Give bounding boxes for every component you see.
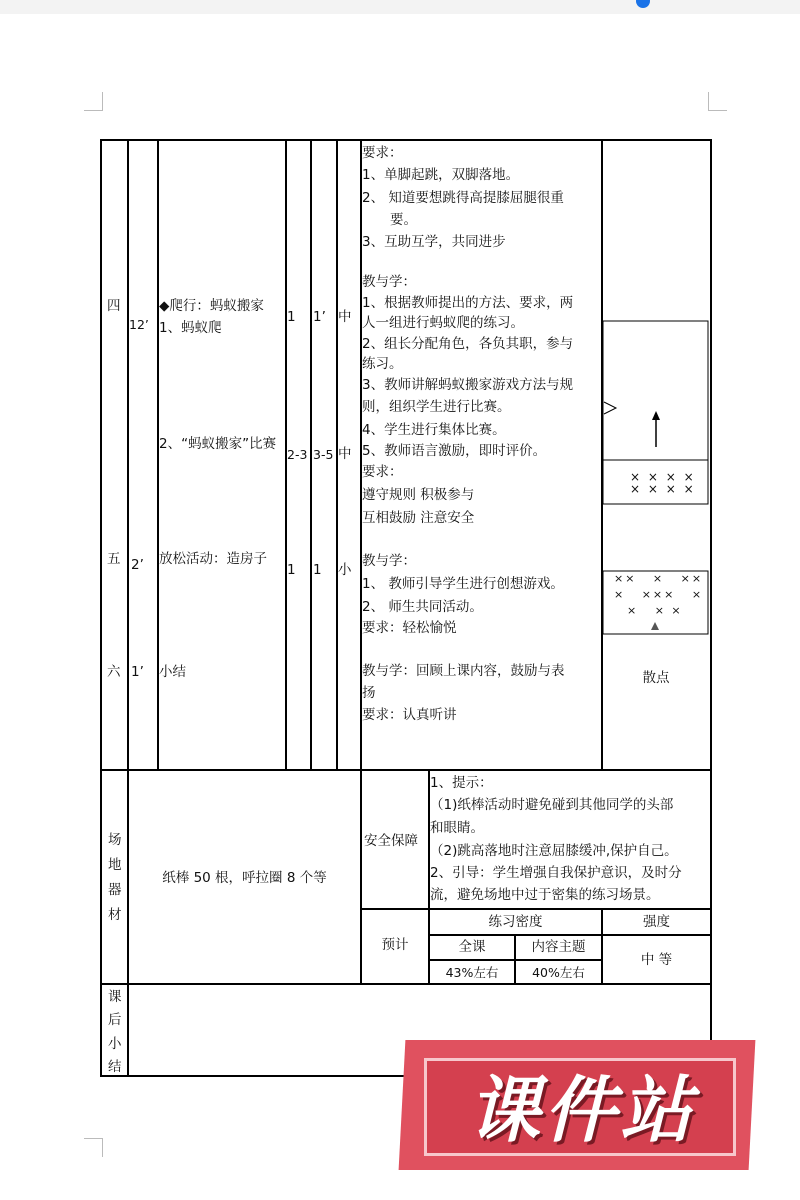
student-row-marks: × × × × (630, 470, 696, 484)
summary-label-char: 结 (108, 1059, 122, 1075)
count-cell: 1 (287, 309, 296, 325)
theme-header: 内容主题 (531, 939, 586, 955)
equipment-label-char: 场 (108, 832, 122, 848)
equipment-value: 纸棒 50 根，呼拉圈 8 个等 (162, 870, 327, 886)
equipment-label-char: 器 (108, 882, 122, 898)
density-header: 练习密度 (488, 914, 543, 930)
requirement-item: 要。 (390, 212, 417, 228)
watermark-logo (402, 1030, 752, 1170)
row-divider (100, 983, 712, 985)
col-divider (310, 139, 312, 770)
part-number: 六 (107, 664, 121, 680)
browser-top-strip (0, 0, 800, 14)
teaching-item: 1、 教师引导学生进行创想游戏。 (362, 576, 564, 592)
table-border-right (710, 139, 712, 1077)
requirement-item: 3、互助互学，共同进步 (362, 234, 506, 250)
teaching-item: 2、组长分配角色，各负其职，参与 (362, 336, 574, 352)
requirement-item: 2、 知道要想跳得高提膝屈腿很重 (362, 190, 564, 206)
col-divider (127, 769, 129, 1077)
crop-mark-bottom-left (84, 1138, 103, 1157)
teaching-item: 人一组进行蚂蚁爬的练习。 (362, 315, 524, 331)
table-border-left (100, 139, 102, 1077)
formation-label: 散点 (642, 670, 670, 686)
part-number: 四 (107, 298, 121, 314)
safety-line: （2)跳高落地时注意屈膝缓冲,保护自己。 (430, 843, 678, 859)
requirement-item: 要求：认真听讲 (362, 707, 457, 723)
estimate-label: 预计 (381, 937, 409, 953)
requirement-title: 要求： (362, 145, 403, 161)
col-divider (127, 139, 129, 770)
intensity-cell: 中 (338, 309, 352, 325)
whole-class-header: 全课 (458, 939, 486, 955)
summary-label-char: 后 (108, 1012, 122, 1028)
student-row-marks: × × × × (630, 482, 696, 496)
scatter-marks: × × × (627, 604, 683, 617)
summary-label-char: 小 (108, 1036, 122, 1052)
requirement-item: 1、单脚起跳，双脚落地。 (362, 167, 520, 183)
content-cell: 小结 (159, 664, 186, 680)
duration-cell: 1’ (313, 309, 326, 325)
requirement-title: 要求： (362, 464, 403, 480)
content-cell: ◆爬行：蚂蚁搬家 (159, 298, 264, 314)
time-cell: 12’ (129, 317, 149, 332)
content-cell: 1、蚂蚁爬 (159, 320, 222, 336)
safety-label: 安全保障 (364, 833, 418, 849)
teaching-item: 3、教师讲解蚂蚁搬家游戏方法与规 (362, 377, 574, 393)
whole-class-value: 43%左右 (445, 965, 499, 980)
scatter-marks: × ××× × (614, 588, 704, 601)
count-cell: 2-3 (287, 447, 308, 462)
safety-line: 和眼睛。 (430, 820, 484, 836)
scatter-marks: ×× × ×× (614, 572, 704, 585)
count-cell: 1 (287, 562, 296, 578)
summary-label-char: 课 (108, 989, 122, 1005)
intensity-cell: 小 (338, 562, 352, 578)
intensity-header: 强度 (643, 914, 670, 930)
arrow-head-icon (652, 411, 660, 420)
equipment-label-char: 材 (108, 907, 122, 923)
equipment-label-char: 地 (108, 857, 122, 873)
triangle-marker-icon (604, 402, 616, 414)
row-divider (360, 908, 712, 910)
teaching-item: 5、教师语言激励，即时评价。 (362, 443, 547, 459)
teaching-item: 则，组织学生进行比赛。 (362, 399, 511, 415)
table-border-top (100, 139, 712, 141)
teaching-item: 扬 (362, 685, 376, 701)
requirement-item: 互相鼓励 注意安全 (362, 510, 475, 526)
duration-cell: 1 (313, 562, 322, 578)
safety-line: 流，避免场地中过于密集的练习场景。 (430, 887, 660, 903)
time-cell: 1’ (131, 664, 144, 680)
watermark-text: 课件站 (467, 1068, 696, 1152)
teaching-item: 2、 师生共同活动。 (362, 599, 483, 615)
crop-mark-top-left (84, 92, 103, 111)
safety-line: （1)纸棒活动时避免碰到其他同学的头部 (430, 797, 674, 813)
content-cell: 2、“蚂蚁搬家”比赛 (159, 436, 277, 452)
teaching-item: 1、根据教师提出的方法、要求，两 (362, 295, 574, 311)
requirement-item: 要求：轻松愉悦 (362, 620, 457, 636)
intensity-cell: 中 (338, 446, 352, 462)
part-number: 五 (107, 551, 121, 567)
teaching-title: 教与学： (362, 553, 416, 569)
duration-cell: 3-5 (313, 447, 334, 462)
status-dot-icon (636, 0, 650, 8)
intensity-value: 中 等 (640, 952, 673, 968)
requirement-item: 遵守规则 积极参与 (362, 487, 475, 503)
row-divider (100, 769, 712, 771)
content-cell: 放松活动：造房子 (159, 551, 267, 567)
teaching-item: 练习。 (362, 356, 403, 372)
safety-line: 1、提示： (430, 775, 493, 791)
teaching-item: 4、学生进行集体比赛。 (362, 422, 506, 438)
theme-value: 40%左右 (532, 965, 585, 980)
teaching-item: 教与学：回顾上课内容，鼓励与表 (362, 663, 565, 679)
crop-mark-top-right (708, 92, 727, 111)
teaching-title: 教与学： (362, 274, 416, 290)
teacher-triangle-icon (651, 622, 659, 630)
row-divider (428, 934, 712, 936)
safety-line: 2、引导：学生增强自我保护意识，及时分 (430, 865, 682, 881)
time-cell: 2’ (131, 557, 144, 573)
